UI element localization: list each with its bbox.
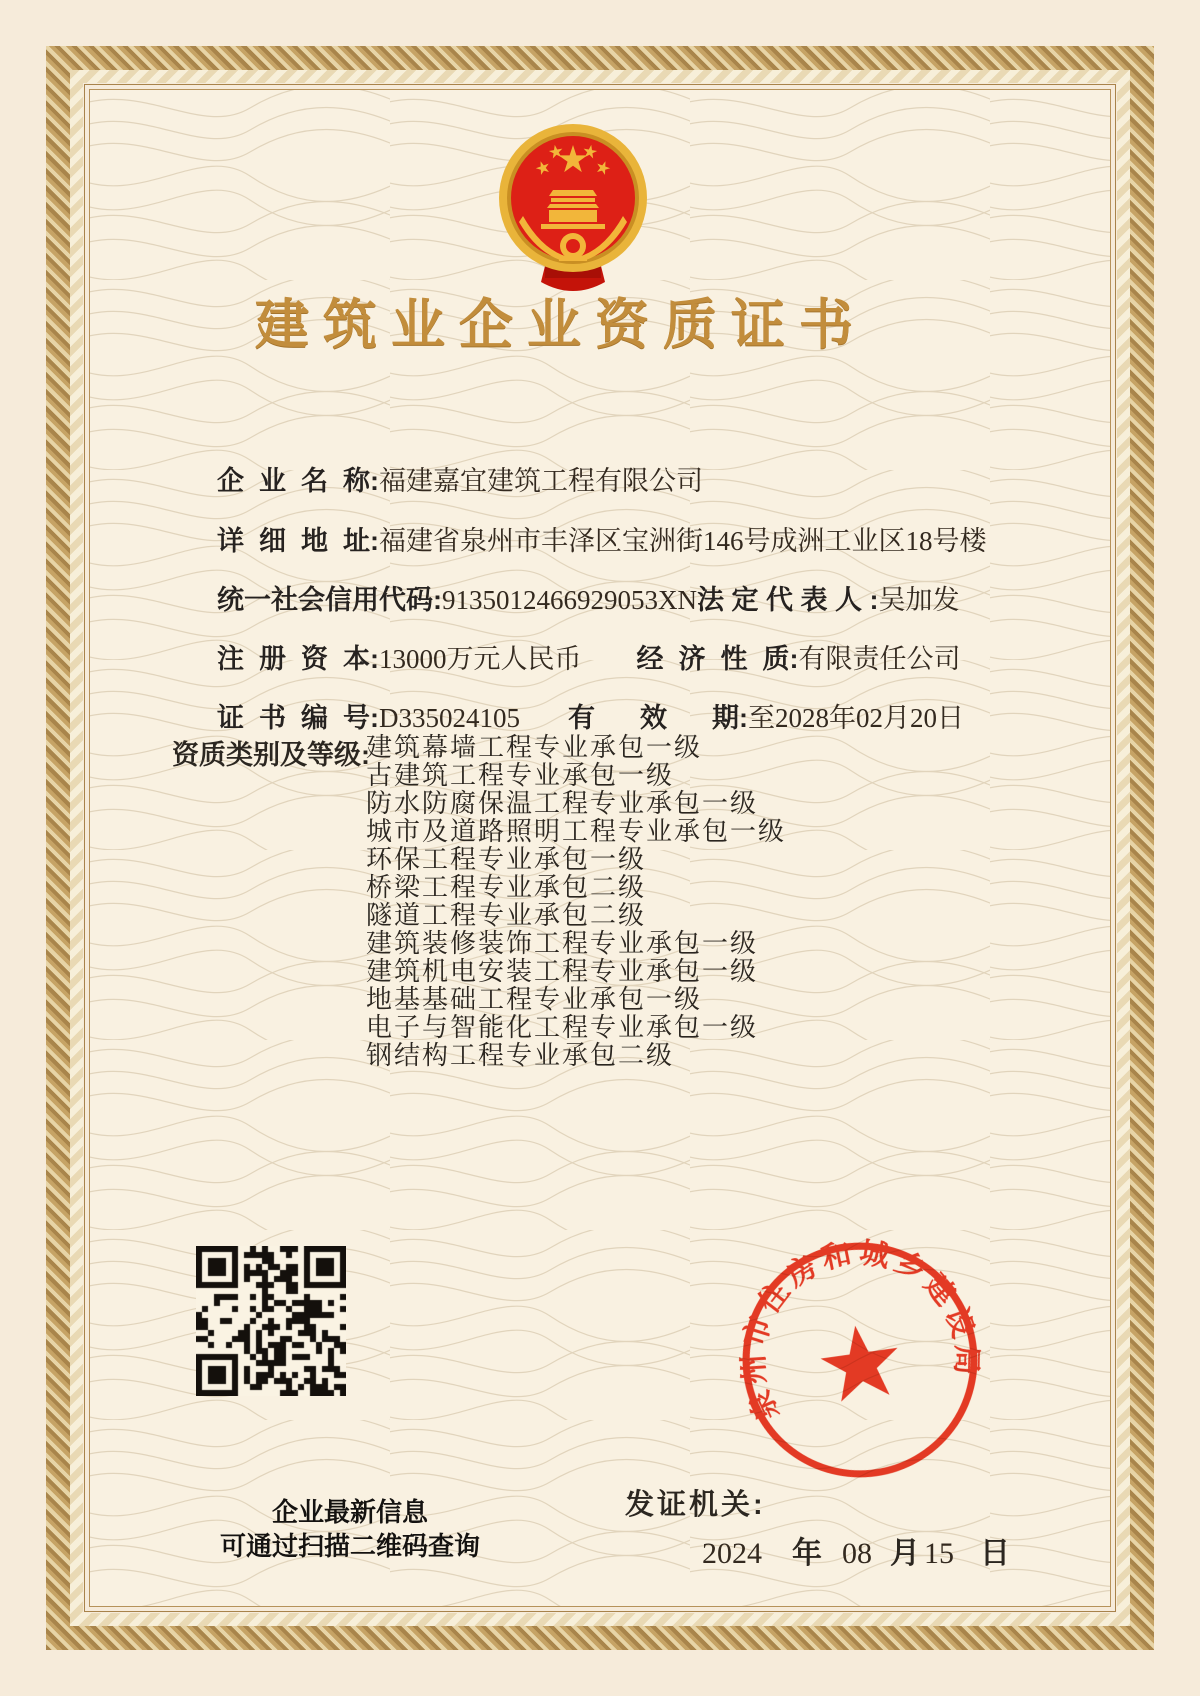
issue-month: 08 <box>842 1537 872 1570</box>
economic-nature-value: 有限责任公司 <box>798 644 961 674</box>
day-unit: 日 <box>980 1537 1010 1570</box>
issue-day: 15 <box>924 1537 954 1570</box>
issue-year: 2024 <box>702 1537 762 1570</box>
qualification-item: 古建筑工程专业承包一级 <box>366 761 675 790</box>
validity-label: 有 效 期: <box>568 703 749 733</box>
company-name-label: 企 业 名 称: <box>217 466 380 496</box>
legal-rep-value: 吴加发 <box>878 585 960 615</box>
month-unit: 月 <box>890 1537 920 1570</box>
qualifications-label: 资质类别及等级: <box>172 740 370 770</box>
seal-text: 泉州市住房和城乡建设局 <box>736 1236 983 1426</box>
qr-note <box>110 1495 590 1563</box>
qualification-item: 钢结构工程专业承包二级 <box>366 1041 675 1070</box>
national-emblem-icon <box>493 120 653 302</box>
address-label: 详 细 地 址: <box>217 526 380 556</box>
issuer-label: 发证机关: <box>625 1489 766 1521</box>
credit-code-label: 统一社会信用代码: <box>217 585 443 615</box>
svg-text:泉州市住房和城乡建设局 <box>722 1222 989 1427</box>
qr-code <box>196 1246 346 1396</box>
credit-code-value: 9135012466929053XN <box>442 585 698 615</box>
certificate-number-label: 证 书 编 号: <box>217 703 380 733</box>
qualifications-list <box>366 734 786 1070</box>
qualification-item: 城市及道路照明工程专业承包一级 <box>366 817 787 846</box>
validity-value: 至2028年02月20日 <box>748 703 965 733</box>
qualification-item: 桥梁工程专业承包二级 <box>366 873 647 902</box>
address-value: 福建省泉州市丰泽区宝洲街146号成洲工业区18号楼 <box>379 526 987 556</box>
certificate-title: 建筑业企业资质证书 <box>255 295 867 355</box>
qualification-item: 地基基础工程专业承包一级 <box>366 985 703 1014</box>
registered-capital-label: 注 册 资 本: <box>217 644 380 674</box>
certificate-content <box>90 90 1110 1606</box>
qualification-item: 环保工程专业承包一级 <box>366 845 647 874</box>
qualification-item: 防水防腐保温工程专业承包一级 <box>366 789 759 818</box>
qualification-item: 建筑幕墙工程专业承包一级 <box>366 733 703 762</box>
certificate-number-value: D335024105 <box>379 703 521 733</box>
legal-rep-label: 法 定 代 表 人 : <box>697 585 879 615</box>
company-name-value: 福建嘉宜建筑工程有限公司 <box>379 466 704 496</box>
issue-date <box>702 1528 1010 1572</box>
economic-nature-label: 经 济 性 质: <box>636 644 799 674</box>
qualification-item: 建筑装修装饰工程专业承包一级 <box>366 929 759 958</box>
official-seal <box>722 1222 998 1498</box>
qualification-item: 建筑机电安装工程专业承包一级 <box>366 957 759 986</box>
qualification-item: 隧道工程专业承包二级 <box>366 901 647 930</box>
qualification-item: 电子与智能化工程专业承包一级 <box>366 1013 759 1042</box>
registered-capital-value: 13000万元人民币 <box>379 644 582 674</box>
year-unit: 年 <box>792 1537 822 1570</box>
qr-note-line1: 企业最新信息 <box>271 1497 428 1527</box>
qr-note-line2: 可通过扫描二维码查询 <box>219 1531 480 1561</box>
